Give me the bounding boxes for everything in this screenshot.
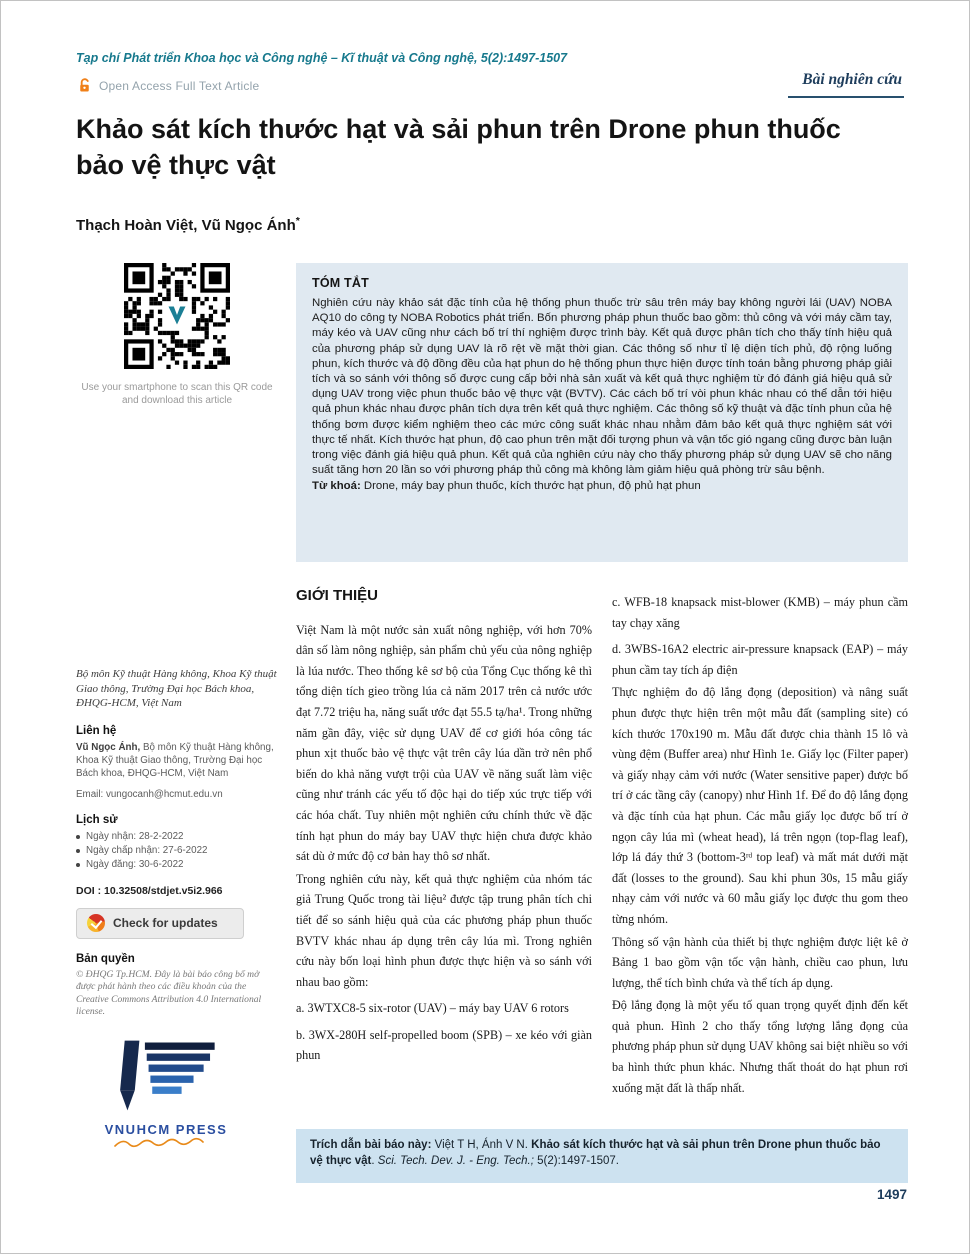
abstract-text: Nghiên cứu này khảo sát đặc tính của hệ thống phun thuốc trừ sâu trên máy bay không người lái (UAV) NOBA AQ10 do công ty NOBA Robotics phát triển. Bốn phương pháp phun thuốc bao gồm: thủ công và với máy cầm tay, máy kéo và UAV cũng như cách bố trí thí nghiệm được trình bày. Kết quả được phân tích cho thấy tính hiệu quả của phương pháp sử dụng UAV là rõ rệt về mặt thời gian. Các thông số như tỉ lệ diện tích phủ, độ rộng luống phun, kích thước và độ đồng đều của hạt phun do hệ thống phun thực hiện được tính toán bằng phương pháp giải tích và so sánh với thông số được cung cấp bởi nhà sản xuất và kết quả thực nghiệm từ đó đánh giá hiệu quả sử dụng UAV trong việc phun thuốc bảo vệ thực vật (BVTV). Các cách bố trí vòi phun khác nhau có thể dẫn tới hiệu quả phun khác nhau được phân tích dựa trên kết quả thực nghiệm. Các thông số kỹ thuật và đặc tính phun của hệ thống bơm được kiểm nghiệm theo các mức công suất khác nhau nhằm đảm bảo kết quả thực nghiệm sát với thực tế nhất. Kích thước hạt phun, độ cao phun trên mặt đối tượng phun và vận tốc gió ngang cũng được bàn luận trong việc đánh giá hiệu quả phun. Kết quả của nghiên cứu này cho thấy phương pháp sử dụng UAV sẽ cho năng suất tăng hơn 20 lần so với phương pháp thủ công mà không làm giảm hiệu quả phòng trừ sâu bệnh. — [312, 297, 892, 477]
main-content — [296, 586, 908, 1098]
history-heading: Lịch sử — [76, 813, 118, 826]
contact-name: Vũ Ngọc Ánh, — [76, 741, 141, 753]
paragraph: Độ lắng đọng là một yếu tố quan trọng quyết định đến kết quả phun. Hình 2 cho thấy tổng lượng lắng đọng của phương pháp phun sử dụng UAV không sai biệt nhiều so với ba hình thức phun khác. Nhưng thất thoát do hạt phun rơi xuống mặt đất là thấp nhất. — [612, 998, 908, 1095]
copyright-text: © ĐHQG Tp.HCM. Đây là bài báo công bố mở được phát hành theo các điều khoản của the Creative Commons Attribution 4.0 International license. — [76, 968, 262, 1018]
paragraph: Thông số vận hành của thiết bị thực nghiệm được liệt kê ở Bảng 1 bao gồm vận tốc vận hành, chiều cao phun, lưu lượng, thể tích bình chứa và thể tích áp dụng. — [612, 934, 908, 990]
author-names: Thạch Hoàn Việt, Vũ Ngọc Ánh — [76, 217, 296, 234]
article-title: Khảo sát kích thước hạt và sải phun trên Drone phun thuốc bảo vệ thực vật — [76, 114, 841, 180]
vnuhcm-press-pen-icon — [106, 1037, 226, 1115]
email-link[interactable]: vungocanh@hcmut.edu.vn — [105, 788, 223, 800]
keywords-label: Từ khoá: — [312, 480, 361, 493]
citation-separator: . — [371, 1154, 378, 1167]
press-tagline-script — [111, 1137, 221, 1151]
keywords-text: Drone, máy bay phun thuốc, kích thước hạt phun, độ phủ hạt phun — [360, 480, 701, 493]
abstract-box — [296, 263, 908, 562]
left-column — [296, 586, 592, 1066]
qr-code[interactable] — [124, 263, 230, 369]
paragraph: Việt Nam là một nước sản xuất nông nghiệp, với hơn 70% dân số làm nông nghiệp, sản phẩm chủ yếu của nông nghiệp là lúa nước. Theo thống kê sơ bộ của Tổng Cục thống kê thì tổng diện tích gieo trồng lúa cả năm 2017 trên cả nước ước đạt 7.72 triệu ha, năng suất ước đạt 55.5 tạ/ha¹. Trong những năm gần đây, việc sử dụng UAV để cơ giới hóa công tác phun xịt thuốc bảo vệ thực vật trên cây lúa dần trở nên phổ biến do khả năng vượt trội của UAV về năng suất làm việc cũng như tránh các yếu tố độc hại do tiếp xúc trực tiếp với các hóa chất. Tuy nhiên một nghiên cứu chính thức về đặc tính hạt phun do máy bay UAV thực hiện chưa được khảo sát dù ở mức độ cơ bản hay thô sơ nhất. — [296, 622, 592, 864]
citation-title: Khảo sát kích thước hạt và sải phun trên Drone phun thuốc bảo vệ thực vật — [310, 1139, 881, 1167]
email-label: Email: — [76, 788, 106, 800]
open-access-label: Open Access Full Text Article — [99, 78, 260, 93]
open-access-icon — [76, 77, 93, 94]
corresponding-author-mark: * — [295, 215, 300, 227]
contact-heading: Liên hệ — [76, 724, 117, 737]
copyright-heading: Bản quyền — [76, 952, 135, 965]
page-number: 1497 — [876, 1187, 907, 1202]
history-item-received: Ngày nhận: 28-2-2022 — [76, 830, 278, 844]
article-info-sidebar — [76, 667, 278, 1156]
citation-journal: Sci. Tech. Dev. J. - Eng. Tech.; — [377, 1154, 534, 1167]
history-item-accepted: Ngày chấp nhận: 27-6-2022 — [76, 844, 278, 858]
list-item-c: c. WFB-18 knapsack mist-blower (KMB) – máy phun cầm tay chạy xăng — [612, 595, 908, 630]
affiliation-text: Bộ môn Kỹ thuật Hàng không, Khoa Kỹ thuật Giao thông, Trường Đại học Bách khoa, ĐHQG-HCM, Việt Nam — [76, 668, 277, 709]
citation-authors: Việt T H, Ánh V N. — [434, 1139, 532, 1151]
contact-text — [76, 741, 278, 780]
citation-label: Trích dẫn bài báo này: — [310, 1139, 435, 1151]
right-column — [612, 586, 908, 1098]
vnuhcm-press-name: VNUHCM PRESS — [104, 1121, 228, 1137]
history-item-published: Ngày đăng: 30-6-2022 — [76, 858, 278, 872]
list-item-a: a. 3WTXC8-5 six-rotor (UAV) – máy bay UAV 6 rotors — [296, 1001, 569, 1016]
list-item-d: d. 3WBS-16A2 electric air-pressure knapsack (EAP) – máy phun cầm tay tích áp điện — [612, 642, 908, 677]
journal-header-line: Tạp chí Phát triển Khoa học và Công nghệ – Kĩ thuật và Công nghệ, 5(2):1497-1507 — [76, 51, 568, 65]
paragraph: Thực nghiệm đo độ lắng đọng (deposition) và nâng suất phun được thực hiện trên một mẫu đất (sampling site) có kích thước 170x190 m. Mẫu đất được chia thành 15 lô và vùng đệm (Buffer area) như Hình 1e. Giấy lọc (Filter paper) và giấy nhạy cảm với nước (Water sensitive paper) được bố trí ở các tầng cây (canopy) như Hình 1f. Để đo độ lắng đọng và đặc tính của hạt phun. Các mẫu giấy lọc được bố trí ở ngọn cây lúa mì (wheat head), lá trên ngọn (top-flag leaf), lớp lá đáy thứ 3 (bottom-3ʳᵈ top leaf) và mất mát dưới mặt đất (losses to the ground). Sau khi phun 30s, 15 mẫu giấy nhạy cảm với nước và 60 mẫu giấy lọc được thu gom theo từng nhóm. — [612, 685, 908, 926]
publisher-logo — [76, 1037, 256, 1156]
contact-affiliation: Bộ môn Kỹ thuật Hàng không, Khoa Kỹ thuật Giao thông, Trường Đại học Bách khoa, ĐHQG-HCM, Việt Nam — [76, 741, 274, 779]
paragraph: Trong nghiên cứu này, kết quả thực nghiệm của nhóm tác giả Trung Quốc trong tài liệu² được tập trung phân tích chi tiết để so sánh hiệu quả của các phương pháp phun thuốc BVTV khác nhau áp dụng trên cây lúa mì. Trong nghiên cứu này bốn loại hình phun được thực hiện và so sánh với nhau bao gồm: — [296, 871, 592, 989]
qr-caption: Use your smartphone to scan this QR code and download this article — [81, 382, 273, 406]
contact-email-line — [76, 789, 278, 800]
authors-line — [76, 215, 300, 234]
citation-pages: 5(2):1497-1507. — [533, 1154, 619, 1167]
history-list — [76, 830, 278, 872]
check-for-updates-button[interactable] — [76, 908, 244, 939]
introduction-heading: GIỚI THIỆU — [296, 587, 378, 604]
open-access-row — [76, 77, 259, 94]
crossmark-icon — [87, 914, 105, 932]
citation-box — [296, 1129, 908, 1183]
keywords-line — [312, 479, 892, 494]
doi-text: DOI : 10.32508/stdjet.v5i2.966 — [76, 884, 223, 897]
abstract-heading: TÓM TẮT — [312, 276, 369, 290]
check-for-updates-label: Check for updates — [113, 916, 218, 930]
qr-block — [79, 263, 275, 407]
article-type-label: Bài nghiên cứu — [788, 71, 904, 98]
list-item-b: b. 3WX-280H self-propelled boom (SPB) – xe kéo với giàn phun — [296, 1027, 592, 1063]
